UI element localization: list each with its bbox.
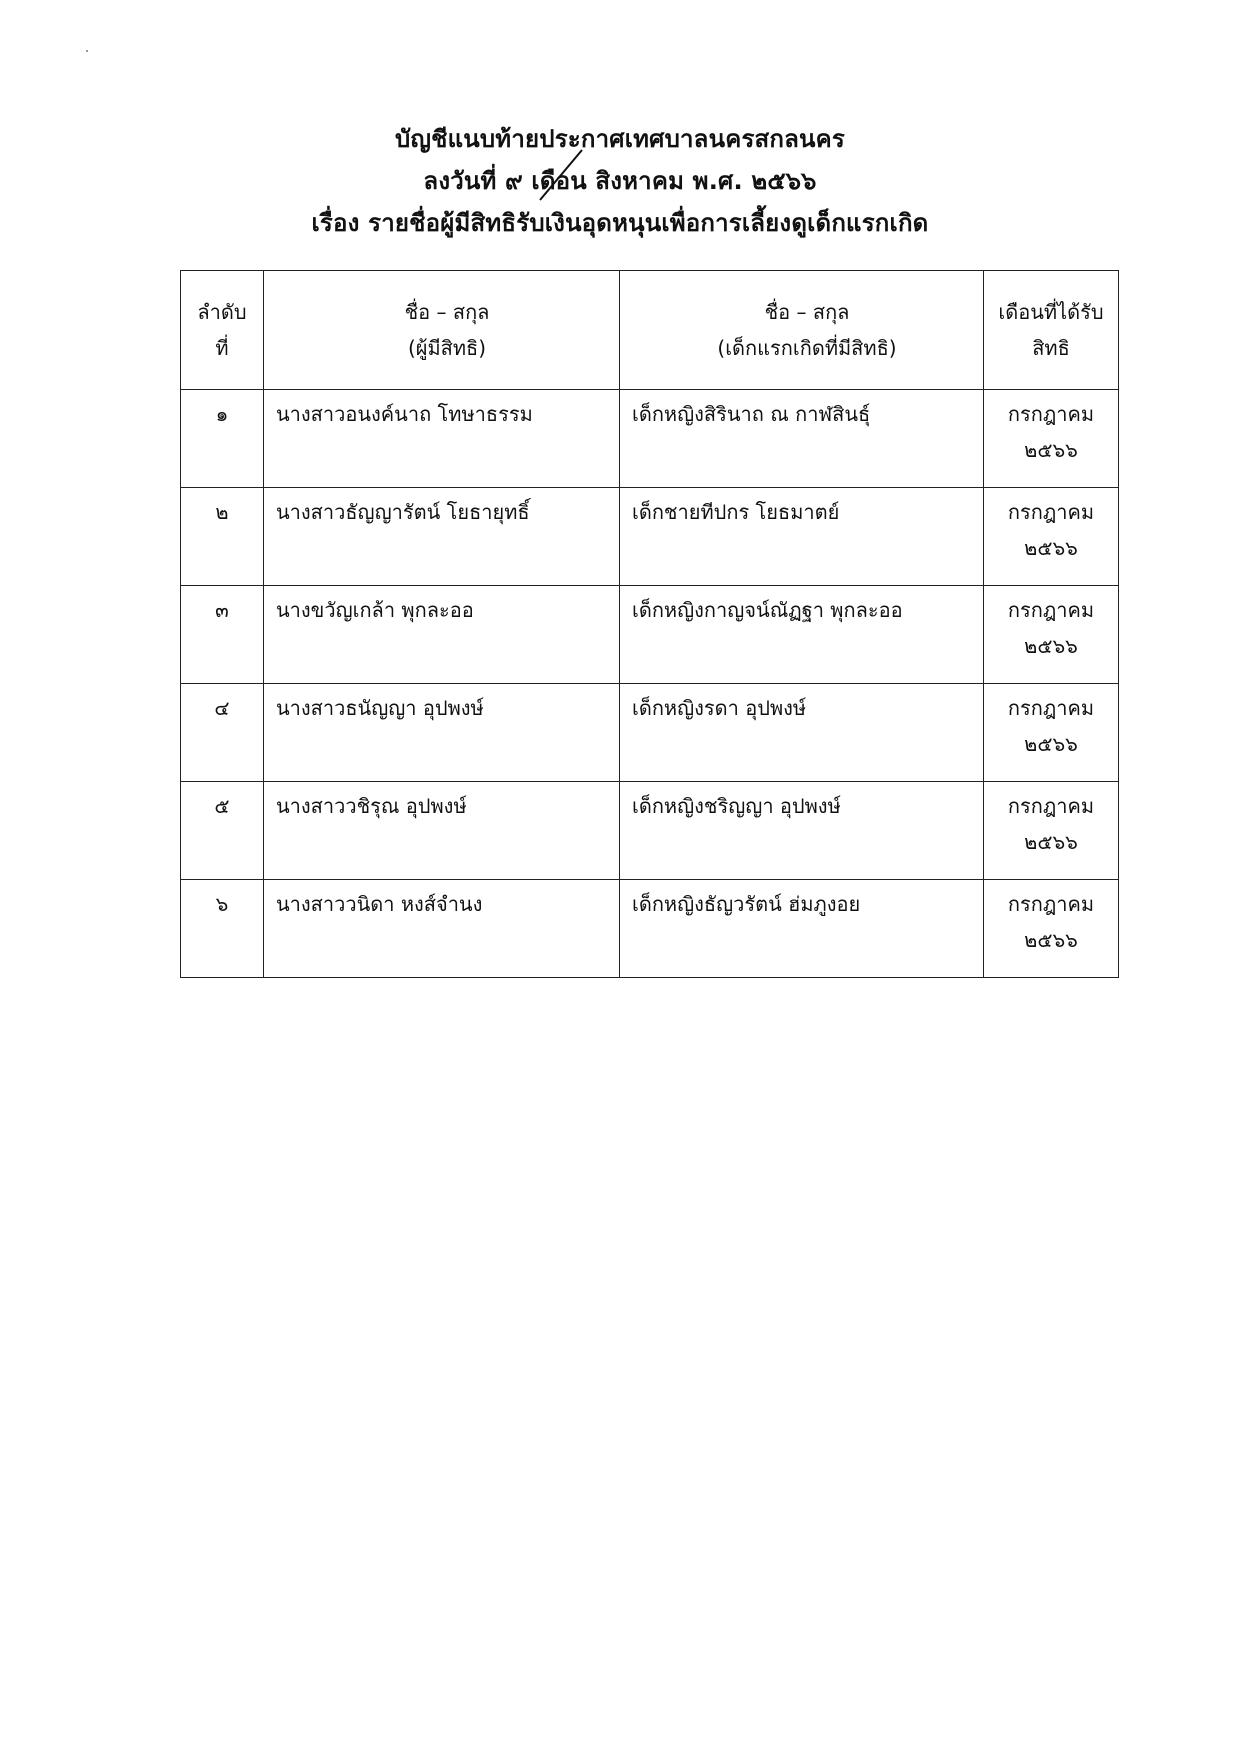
row-number: ๒ — [181, 488, 264, 586]
child-name: เด็กหญิงธัญวรัตน์ ฮ่มภูงอย — [620, 880, 984, 978]
beneficiary-name: นางสาวธัญญารัตน์ โยธายุทธิ์ — [264, 488, 620, 586]
beneficiary-table — [180, 270, 1119, 978]
table-header-row — [181, 271, 1119, 390]
month-label: กรกฎาคม — [1007, 696, 1095, 720]
entitlement-month — [984, 880, 1119, 978]
header-subject: เรื่อง รายชื่อผู้มีสิทธิรับเงินอุดหนุนเพื่อการเลี้ยงดูเด็กแรกเกิด — [311, 209, 929, 237]
child-name: เด็กหญิงรดา อุปพงษ์ — [620, 684, 984, 782]
table-row — [181, 782, 1119, 880]
row-number: ๖ — [181, 880, 264, 978]
child-name: เด็กหญิงสิรินาถ ณ กาฬสินธุ์ — [620, 390, 984, 488]
row-number: ๓ — [181, 586, 264, 684]
table-row — [181, 684, 1119, 782]
col-header-order-line1: ลำดับ — [197, 300, 247, 324]
col-header-name-line2: (ผู้มีสิทธิ) — [407, 336, 487, 360]
entitlement-month — [984, 586, 1119, 684]
month-label: กรกฎาคม — [1007, 794, 1095, 818]
row-number: ๑ — [181, 390, 264, 488]
header-title: บัญชีแนบท้ายประกาศเทศบาลนครสกลนคร — [395, 125, 845, 153]
year-label: ๒๕๖๖ — [1024, 928, 1078, 952]
table-row — [181, 880, 1119, 978]
document-header — [0, 118, 1240, 244]
table-row — [181, 586, 1119, 684]
entitlement-month — [984, 782, 1119, 880]
col-header-month-line1: เดือนที่ได้รับ — [998, 300, 1104, 324]
month-label: กรกฎาคม — [1007, 500, 1095, 524]
beneficiary-name: นางสาววนิดา หงส์จำนง — [264, 880, 620, 978]
year-label: ๒๕๖๖ — [1024, 830, 1078, 854]
header-date: ลงวันที่ ๙ เดือน สิงหาคม พ.ศ. ๒๕๖๖ — [423, 167, 817, 195]
scan-speck — [86, 50, 88, 52]
beneficiary-name: นางขวัญเกล้า พุกละออ — [264, 586, 620, 684]
year-label: ๒๕๖๖ — [1024, 732, 1078, 756]
table-row — [181, 390, 1119, 488]
child-name: เด็กชายทีปกร โยธมาตย์ — [620, 488, 984, 586]
col-header-order — [181, 271, 264, 390]
entitlement-month — [984, 390, 1119, 488]
col-header-name — [264, 271, 620, 390]
child-name: เด็กหญิงกาญจน์ณัฏฐา พุกละออ — [620, 586, 984, 684]
handwritten-stroke-icon — [520, 148, 590, 208]
year-label: ๒๕๖๖ — [1024, 438, 1078, 462]
beneficiary-name: นางสาวอนงค์นาถ โทษาธรรม — [264, 390, 620, 488]
year-label: ๒๕๖๖ — [1024, 536, 1078, 560]
entitlement-month — [984, 488, 1119, 586]
col-header-month — [984, 271, 1119, 390]
col-header-child-line1: ชื่อ – สกุล — [764, 300, 850, 324]
col-header-child-line2: (เด็กแรกเกิดที่มีสิทธิ) — [717, 336, 897, 360]
col-header-month-line2: สิทธิ — [1032, 336, 1070, 360]
col-header-child — [620, 271, 984, 390]
col-header-order-line2: ที่ — [215, 336, 229, 360]
row-number: ๔ — [181, 684, 264, 782]
month-label: กรกฎาคม — [1007, 892, 1095, 916]
child-name: เด็กหญิงชริญญา อุปพงษ์ — [620, 782, 984, 880]
beneficiary-name: นางสาววชิรุณ อุปพงษ์ — [264, 782, 620, 880]
month-label: กรกฎาคม — [1007, 402, 1095, 426]
table-row — [181, 488, 1119, 586]
beneficiary-name: นางสาวธนัญญา อุปพงษ์ — [264, 684, 620, 782]
row-number: ๕ — [181, 782, 264, 880]
month-label: กรกฎาคม — [1007, 598, 1095, 622]
entitlement-month — [984, 684, 1119, 782]
year-label: ๒๕๖๖ — [1024, 634, 1078, 658]
col-header-name-line1: ชื่อ – สกุล — [404, 300, 490, 324]
